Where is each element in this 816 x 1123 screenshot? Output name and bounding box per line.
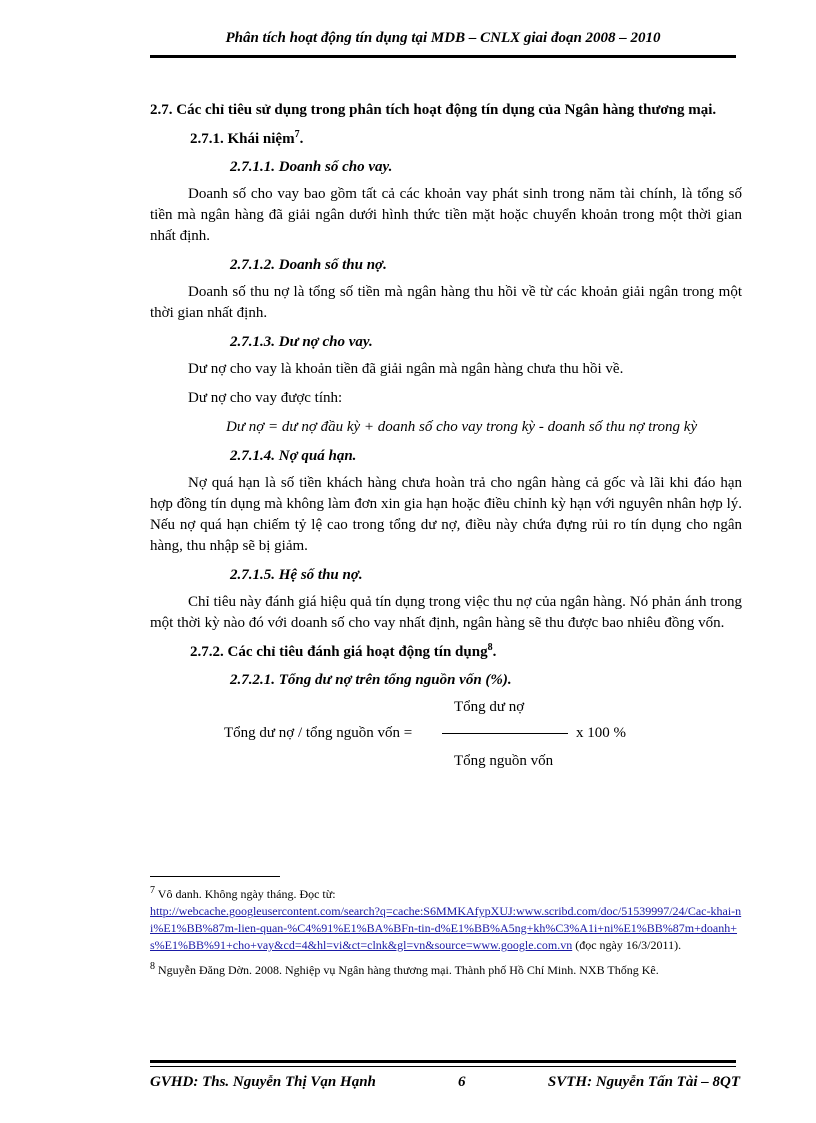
heading-debt-collection: 2.7.1.2. Doanh số thu nợ. bbox=[230, 257, 387, 273]
fraction-bar bbox=[442, 733, 568, 734]
formula-denominator: Tổng nguồn vốn bbox=[454, 753, 554, 769]
footnote-ref-8[interactable]: 8 bbox=[487, 642, 493, 653]
heading-period: . bbox=[492, 644, 497, 660]
header-rule bbox=[150, 55, 736, 58]
footnotes bbox=[150, 886, 742, 987]
footnote-7 bbox=[150, 886, 742, 954]
subsection-heading-indicators bbox=[150, 642, 742, 663]
footnote-text: Nguyễn Đăng Dờn. 2008. Nghiệp vụ Ngân hàng thương mại. Thành phố Hồ Chí Minh. NXB Thống Kê. bbox=[158, 963, 659, 977]
paragraph-debt-collection: Doanh số thu nợ là tổng số tiền mà ngân hàng thu hồi về từ các khoản giải ngân trong một thời gian nhất định. bbox=[150, 284, 742, 321]
heading-loan-sales: 2.7.1.1. Doanh số cho vay. bbox=[230, 159, 393, 175]
running-header: Phân tích hoạt động tín dụng tại MDB – CNLX giai đoạn 2008 – 2010 bbox=[225, 30, 661, 46]
paragraph-outstanding-loans: Dư nợ cho vay là khoản tiền đã giải ngân mà ngân hàng chưa thu hồi về. bbox=[188, 361, 624, 377]
footnote-date: (đọc ngày 16/3/2011). bbox=[572, 938, 682, 952]
heading-period: . bbox=[299, 131, 304, 147]
subsection-heading-text: 2.7.1. Khái niệm bbox=[190, 131, 295, 147]
formula-debt-to-capital bbox=[150, 697, 742, 787]
heading-debt-to-capital: 2.7.2.1. Tổng dư nợ trên tổng nguồn vốn (%). bbox=[230, 672, 512, 688]
page-body bbox=[150, 100, 742, 787]
footnote-number: 7 bbox=[150, 885, 155, 896]
heading-outstanding-loans: 2.7.1.3. Dư nợ cho vay. bbox=[230, 334, 373, 350]
paragraph-collection-ratio: Chỉ tiêu này đánh giá hiệu quả tín dụng trong việc thu nợ của ngân hàng. Nó phản ánh trong một thời kỳ nào đó với doanh số cho vay nhất định, ngân hàng sẽ thu được bao nhiêu đồng vốn. bbox=[150, 594, 742, 631]
page-number: 6 bbox=[458, 1074, 466, 1090]
heading-overdue-debt: 2.7.1.4. Nợ quá hạn. bbox=[230, 448, 357, 464]
subsection-heading-concepts bbox=[150, 129, 742, 150]
footnote-8 bbox=[150, 962, 742, 979]
footer-advisor: GVHD: Ths. Nguyễn Thị Vạn Hạnh bbox=[150, 1074, 376, 1090]
formula-outstanding-loans: Dư nợ = dư nợ đầu kỳ + doanh số cho vay trong kỳ - doanh số thu nợ trong kỳ bbox=[226, 419, 698, 435]
footnote-separator bbox=[150, 876, 280, 877]
paragraph-overdue-debt: Nợ quá hạn là số tiền khách hàng chưa hoàn trả cho ngân hàng cả gốc và lãi khi đáo hạn hợp đồng tín dụng mà không làm đơn xin gia hạn hoặc điều chỉnh kỳ hạn với nguyên nhân hợp lý. Nếu nợ quá hạn chiếm tỷ lệ cao trong tổng dư nợ, điều này chứa đựng rủi ro tín dụng cho ngân hàng, thu nhập sẽ bị giảm. bbox=[150, 475, 742, 554]
footnote-number: 8 bbox=[150, 961, 155, 972]
footer-student: SVTH: Nguyễn Tấn Tài – 8QT bbox=[547, 1074, 740, 1090]
paragraph-outstanding-calc: Dư nợ cho vay được tính: bbox=[188, 390, 343, 406]
formula-multiplier: x 100 % bbox=[576, 725, 626, 741]
paragraph-loan-sales: Doanh số cho vay bao gồm tất cả các khoản vay phát sinh trong năm tài chính, là tổng số tiền mà ngân hàng đã giải ngân dưới hình thức tiền mặt hoặc chuyển khoản trong một thời gian nhất định. bbox=[150, 186, 742, 244]
section-heading: 2.7. Các chỉ tiêu sử dụng trong phân tích hoạt động tín dụng của Ngân hàng thương mại. bbox=[150, 102, 717, 118]
footnote-ref-7[interactable]: 7 bbox=[294, 129, 300, 140]
footer-rule-thick bbox=[150, 1060, 736, 1063]
footer-rule-thin bbox=[150, 1066, 736, 1067]
footnote-text: Vô danh. Không ngày tháng. Đọc từ: bbox=[157, 887, 336, 901]
formula-label: Tổng dư nợ / tổng nguồn vốn = bbox=[224, 725, 413, 741]
heading-collection-ratio: 2.7.1.5. Hệ số thu nợ. bbox=[230, 567, 363, 583]
footnote-link[interactable]: http://webcache.googleusercontent.com/search?q=cache:S6MMKAfypXUJ:www.scribd.com/doc/51539997/24/Cac-khai-ni%E1%BB%87m-lien-quan-%C4%91%E1%BA%BFn-tin-d%E1%BB%A5ng+kh%C3%A1i+ni%E1%BB%87m+doanh+s%E1%BB%91+cho+vay&cd=4&hl=vi&ct=clnk&gl=vn&source=www.google.com.vn bbox=[150, 904, 742, 952]
formula-numerator: Tổng dư nợ bbox=[454, 699, 525, 715]
subsection-heading-text: 2.7.2. Các chỉ tiêu đánh giá hoạt động tín dụng bbox=[190, 644, 488, 660]
